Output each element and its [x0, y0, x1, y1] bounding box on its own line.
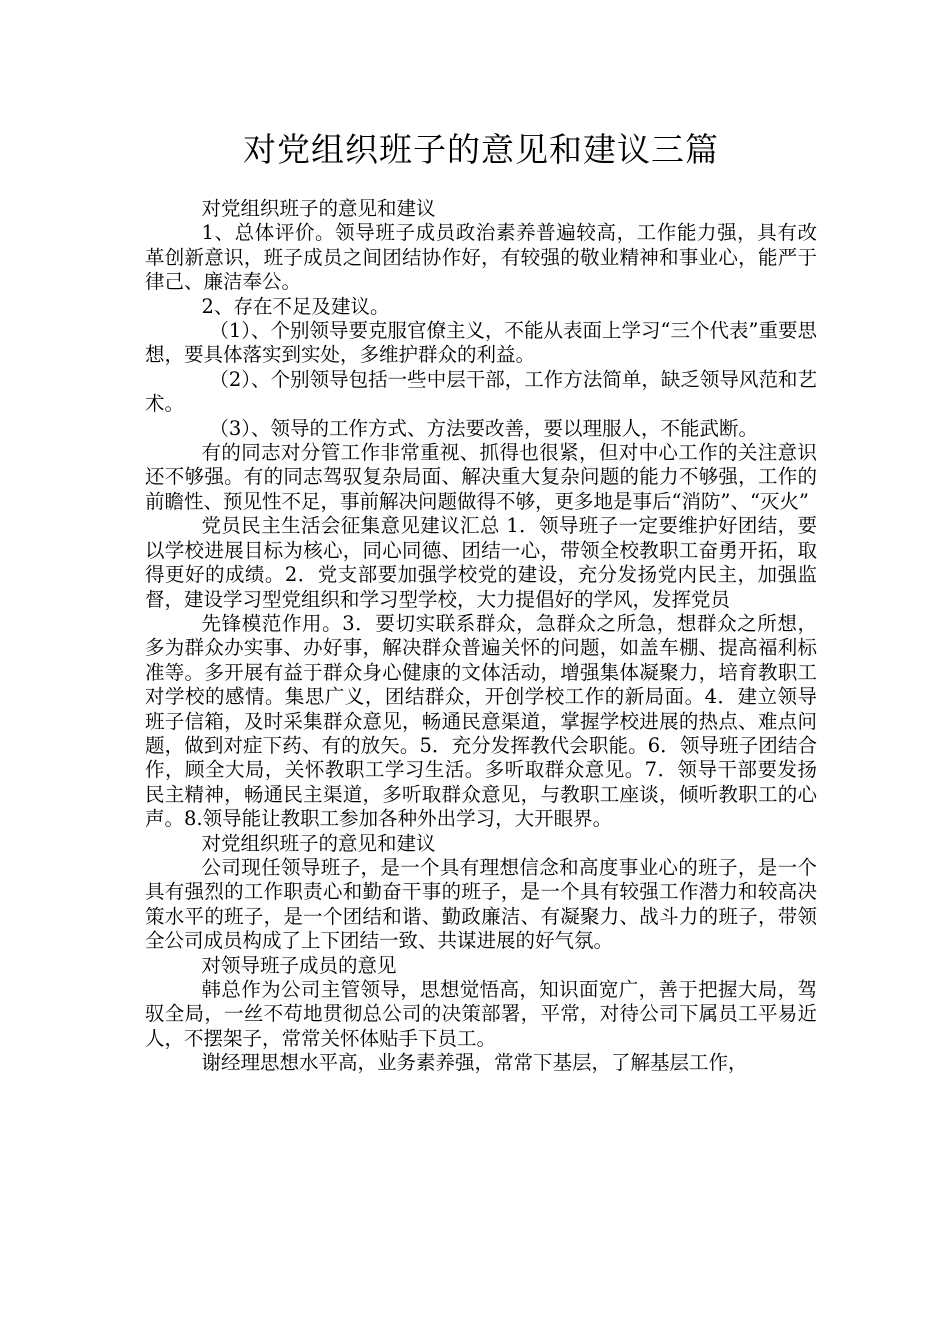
paragraph-attention: 有的同志对分管工作非常重视、抓得也很紧，但对中心工作的关注意识还不够强。有的同志驾驭复杂局面、解决重大复杂问题的能力不够强，工作的前瞻性、预见性不足，事前解决问题做得不够，更多地是事后“消防”、“灭火” — [145, 441, 817, 513]
paragraph-general-manager: 韩总作为公司主管领导，思想觉悟高，知识面宽广，善于把握大局，驾驭全局，一丝不苟地贯彻总公司的决策部署，平常，对待公司下属员工平易近人，不摆架子，常常关怀体贴手下员工。 — [145, 978, 817, 1050]
paragraph-shortcomings-heading: 2、存在不足及建议。 — [201, 294, 390, 318]
paragraph-heading-3: 对领导班子成员的意见 — [201, 953, 397, 977]
paragraph-summary-part-2: 先锋模范作用。3．要切实联系群众，急群众之所急，想群众之所想，多为群众办实事、办好事，解决群众普遍关怀的问题，如盖车棚、提高福利标准等。多开展有益于群众身心健康的文体活动，增强集体凝聚力，培育教职工对学校的感情。集思广义，团结群众，开创学校工作的新局面。4．建立领导班子信箱，及时采集群众意见，畅通民意渠道，掌握学校进展的热点、难点问题，做到对症下药、有的放矢。5．充分发挥教代会职能。6．领导班子团结合作，顾全大局，关怀教职工学习生活。多听取群众意见。7．领导干部要发扬民主精神，畅通民主渠道，多听取群众意见，与教职工座谈，倾听教职工的心声。8.领导能让教职工参加各种外出学习，大开眼界。 — [145, 611, 817, 831]
paragraph-manager-xie: 谢经理思想水平高，业务素养强，常常下基层，了解基层工作， — [201, 1051, 748, 1075]
paragraph-heading-2: 对党组织班子的意见和建议 — [201, 831, 436, 855]
paragraph-suggestion-3: （3）、领导的工作方式、方法要改善，要以理服人，不能武断。 — [209, 416, 759, 440]
document-page — [145, 125, 817, 1076]
document-title: 对党组织班子的意见和建议三篇 — [243, 130, 719, 169]
paragraph-heading-1: 对党组织班子的意见和建议 — [201, 197, 436, 220]
paragraph-suggestion-2: （2）、个别领导包括一些中层干部，工作方法简单，缺乏领导风范和艺术。 — [145, 367, 817, 416]
paragraph-suggestion-1: （1）、个别领导要克服官僚主义，不能从表面上学习“三个代表”重要思想，要具体落实到实处，多维护群众的利益。 — [145, 319, 817, 367]
paragraph-company-leadership: 公司现任领导班子，是一个具有理想信念和高度事业心的班子，是一个具有强烈的工作职责心和勤奋干事的班子，是一个具有较强工作潜力和较高决策水平的班子，是一个团结和谐、勤政廉洁、有凝聚力、战斗力的班子，带领全公司成员构成了上下团结一致、共谋进展的好气氛。 — [145, 855, 817, 953]
paragraph-overall-evaluation: 1、总体评价。领导班子成员政治素养普遍较高，工作能力强，具有改革创新意识，班子成员之间团结协作好，有较强的敬业精神和事业心，能严于律己、廉洁奉公。 — [145, 221, 817, 294]
paragraph-summary-part-1: 党员民主生活会征集意见建议汇总 1．领导班子一定要维护好团结，要以学校进展目标为核心，同心同德、团结一心，带领全校教职工奋勇开拓，取得更好的成绩。2．党支部要加强学校党的建设，充分发扬党内民主，加强监督，建设学习型党组织和学习型学校，大力提倡好的学风，发挥党员 — [145, 514, 817, 611]
